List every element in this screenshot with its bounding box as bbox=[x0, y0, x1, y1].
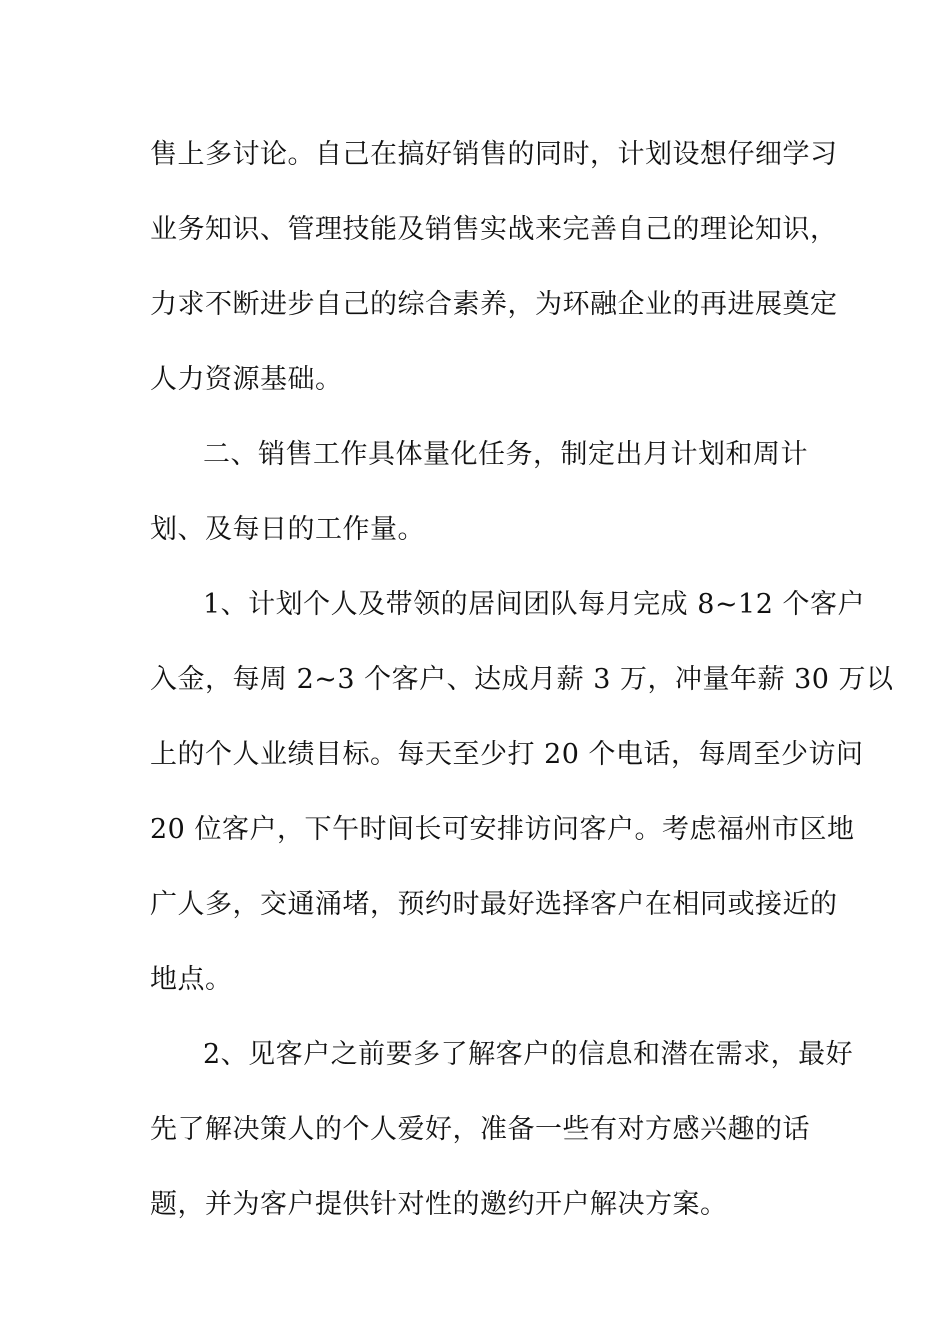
text-line: 入金，每周 2~3 个客户、达成月薪 3 万，冲量年薪 30 万以 bbox=[150, 664, 894, 695]
text-line: 售上多讨论。自己在搞好销售的同时，计划设想仔细学习 bbox=[150, 139, 838, 170]
text-line: 划、及每日的工作量。 bbox=[150, 514, 425, 545]
text-line: 20 位客户，下午时间长可安排访问客户。考虑福州市区地 bbox=[150, 814, 855, 845]
text-line: 先了解决策人的个人爱好，准备一些有对方感兴趣的话 bbox=[150, 1114, 810, 1145]
text-line: 业务知识、管理技能及销售实战来完善自己的理论知识， bbox=[150, 214, 838, 245]
text-line: 人力资源基础。 bbox=[150, 364, 343, 395]
text-line: 题，并为客户提供针对性的邀约开户解决方案。 bbox=[150, 1189, 728, 1220]
section-heading: 二、销售工作具体量化任务，制定出月计划和周计 bbox=[203, 439, 808, 470]
text-line: 地点。 bbox=[150, 964, 233, 995]
text-line: 上的个人业绩目标。每天至少打 20 个电话，每周至少访问 bbox=[150, 739, 864, 770]
text-line: 力求不断进步自己的综合素养，为环融企业的再进展奠定 bbox=[150, 289, 838, 320]
text-line: 广人多，交通涌堵，预约时最好选择客户在相同或接近的 bbox=[150, 889, 838, 920]
list-item-2: 2、见客户之前要多了解客户的信息和潜在需求，最好 bbox=[203, 1039, 854, 1070]
list-item-1: 1、计划个人及带领的居间团队每月完成 8~12 个客户 bbox=[203, 589, 866, 620]
